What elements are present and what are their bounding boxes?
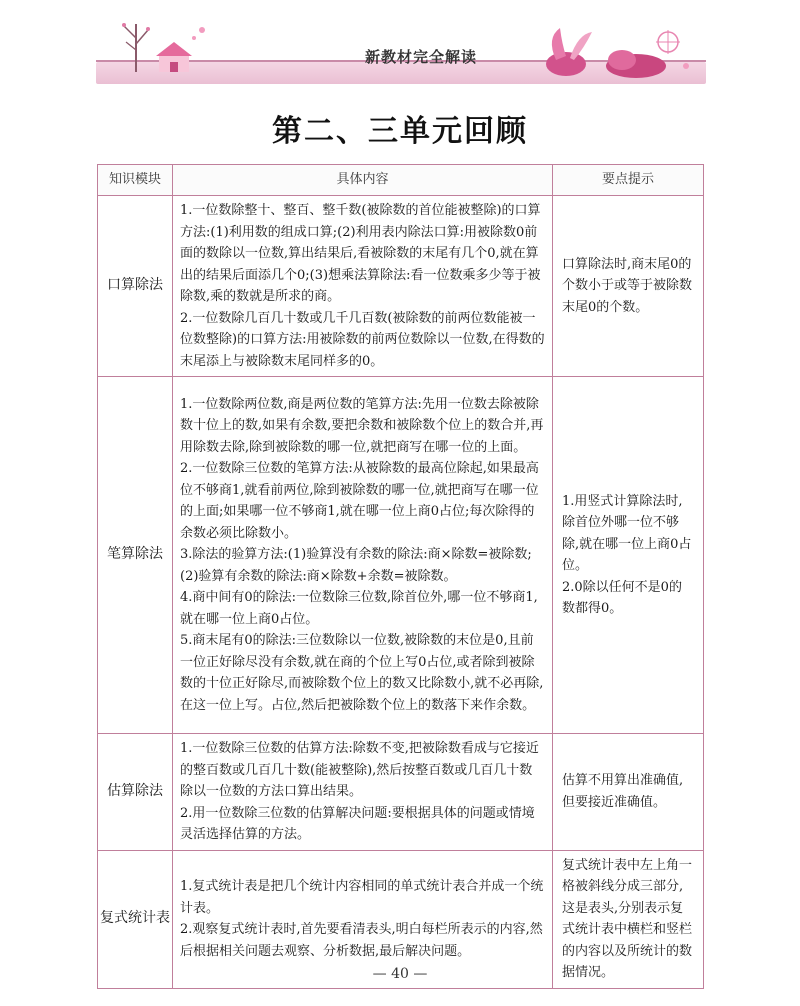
flower-cloud-illustration — [526, 20, 696, 82]
page-number: — 40 — — [372, 966, 428, 982]
page-title: 第二、三单元回顾 — [272, 114, 528, 149]
content-item: 2.观察复式统计表时,首先要看清表头,明白每栏所表示的内容,然后根据相关问题去观察、分析数据,最后解决问题。 — [180, 922, 543, 959]
tip-cell — [553, 734, 704, 851]
module-cell: 估算除法 — [98, 734, 173, 851]
tip-cell — [553, 377, 704, 734]
content-item: 2.用一位数除三位数的估算解决问题:要根据具体的问题或情境灵活选择估算的方法。 — [180, 805, 535, 842]
content-item: 5.商末尾有0的除法:三位数除以一位数,被除数的末位是0,且前一位正好除尽没有余数,就在商的个位上写0占位,或者除到被除数的十位正好除尽,而被除数个位上的数又比除数小,就不必再除,在这一位上写。占位,然后把被除数个位上的数落下来作余数。 — [180, 633, 544, 713]
module-cell: 口算除法 — [98, 196, 173, 377]
content-item: 1.一位数除整十、整百、整千数(被除数的首位能被整除)的口算方法:(1)利用数的组成口算;(2)利用表内除法口算:用被除数0前面的数除以一位数,算出结果后,看被除数的末尾有几个0,就在算出的结果后面添几个0;(3)想乘法算除法:看一位数乘多少等于被除数,乘的数就是所求的商。 — [180, 203, 541, 304]
module-cell: 复式统计表 — [98, 850, 173, 988]
content-item: 1.一位数除三位数的估算方法:除数不变,把被除数看成与它接近的整百数或几百几十数(能被整除),然后按整百数或几百几十数除以一位数的方法口算出结果。 — [180, 741, 539, 799]
table-row — [98, 196, 704, 377]
content-item: 2.一位数除几百几十数或几千几百数(被除数的前两位数能被一位数整除)的口算方法:用被除数的前两位数除以一位数,在得数的末尾添上与被除数末尾同样多的0。 — [180, 310, 545, 369]
content-item: 2.一位数除三位数的笔算方法:从被除数的最高位除起,如果最高位不够商1,就看前两位,除到被除数的哪一位,就把商写在哪一位的上面;如果哪一位不够商1,就在哪一位上商0占位;每次除得的余数必须比除数小。 — [180, 461, 539, 541]
content-item: 3.除法的验算方法:(1)验算没有余数的除法:商×除数=被除数;(2)验算有余数的除法:商×除数+余数=被除数。 — [180, 547, 532, 584]
table-row — [98, 377, 704, 734]
content-item: 1.复式统计表是把几个统计内容相同的单式统计表合并成一个统计表。 — [180, 879, 544, 916]
table-row — [98, 734, 704, 851]
tip-item: 复式统计表中左上角一格被斜线分成三部分,这是表头,分别表示复式统计表中横栏和竖栏的内容以及所统计的数据情况。 — [562, 857, 693, 980]
banner-title: 新教材完全解读 — [364, 48, 477, 66]
header-banner — [96, 16, 706, 86]
table-header-row — [98, 165, 704, 196]
column-header: 具体内容 — [173, 165, 553, 196]
column-header: 知识模块 — [98, 165, 173, 196]
tip-item: 口算除法时,商末尾0的个数小于或等于被除数末尾0的个数。 — [562, 256, 693, 315]
tip-cell — [553, 196, 704, 377]
content-cell — [173, 196, 553, 377]
tip-item: 估算不用算出准确值,但要接近准确值。 — [562, 773, 684, 810]
content-cell — [173, 377, 553, 734]
tip-item: 1.用竖式计算除法时,除首位外哪一位不够除,就在哪一位上商0占位。 — [562, 493, 692, 573]
column-header: 要点提示 — [553, 165, 704, 196]
content-item: 1.一位数除两位数,商是两位数的笔算方法:先用一位数去除被除数十位上的数,如果有余数,要把余数和被除数个位上的数合并,再用除数去除,除到被除数的哪一位,就把商写在哪一位的上面。 — [180, 396, 544, 455]
review-table — [97, 164, 704, 989]
content-cell — [173, 734, 553, 851]
tip-item: 2.0除以任何不是0的数都得0。 — [562, 579, 682, 616]
tree-and-house-illustration — [106, 16, 216, 76]
content-item: 4.商中间有0的除法:一位数除三位数,除首位外,哪一位不够商1,就在哪一位上商0占位。 — [180, 590, 538, 627]
module-cell: 笔算除法 — [98, 377, 173, 734]
